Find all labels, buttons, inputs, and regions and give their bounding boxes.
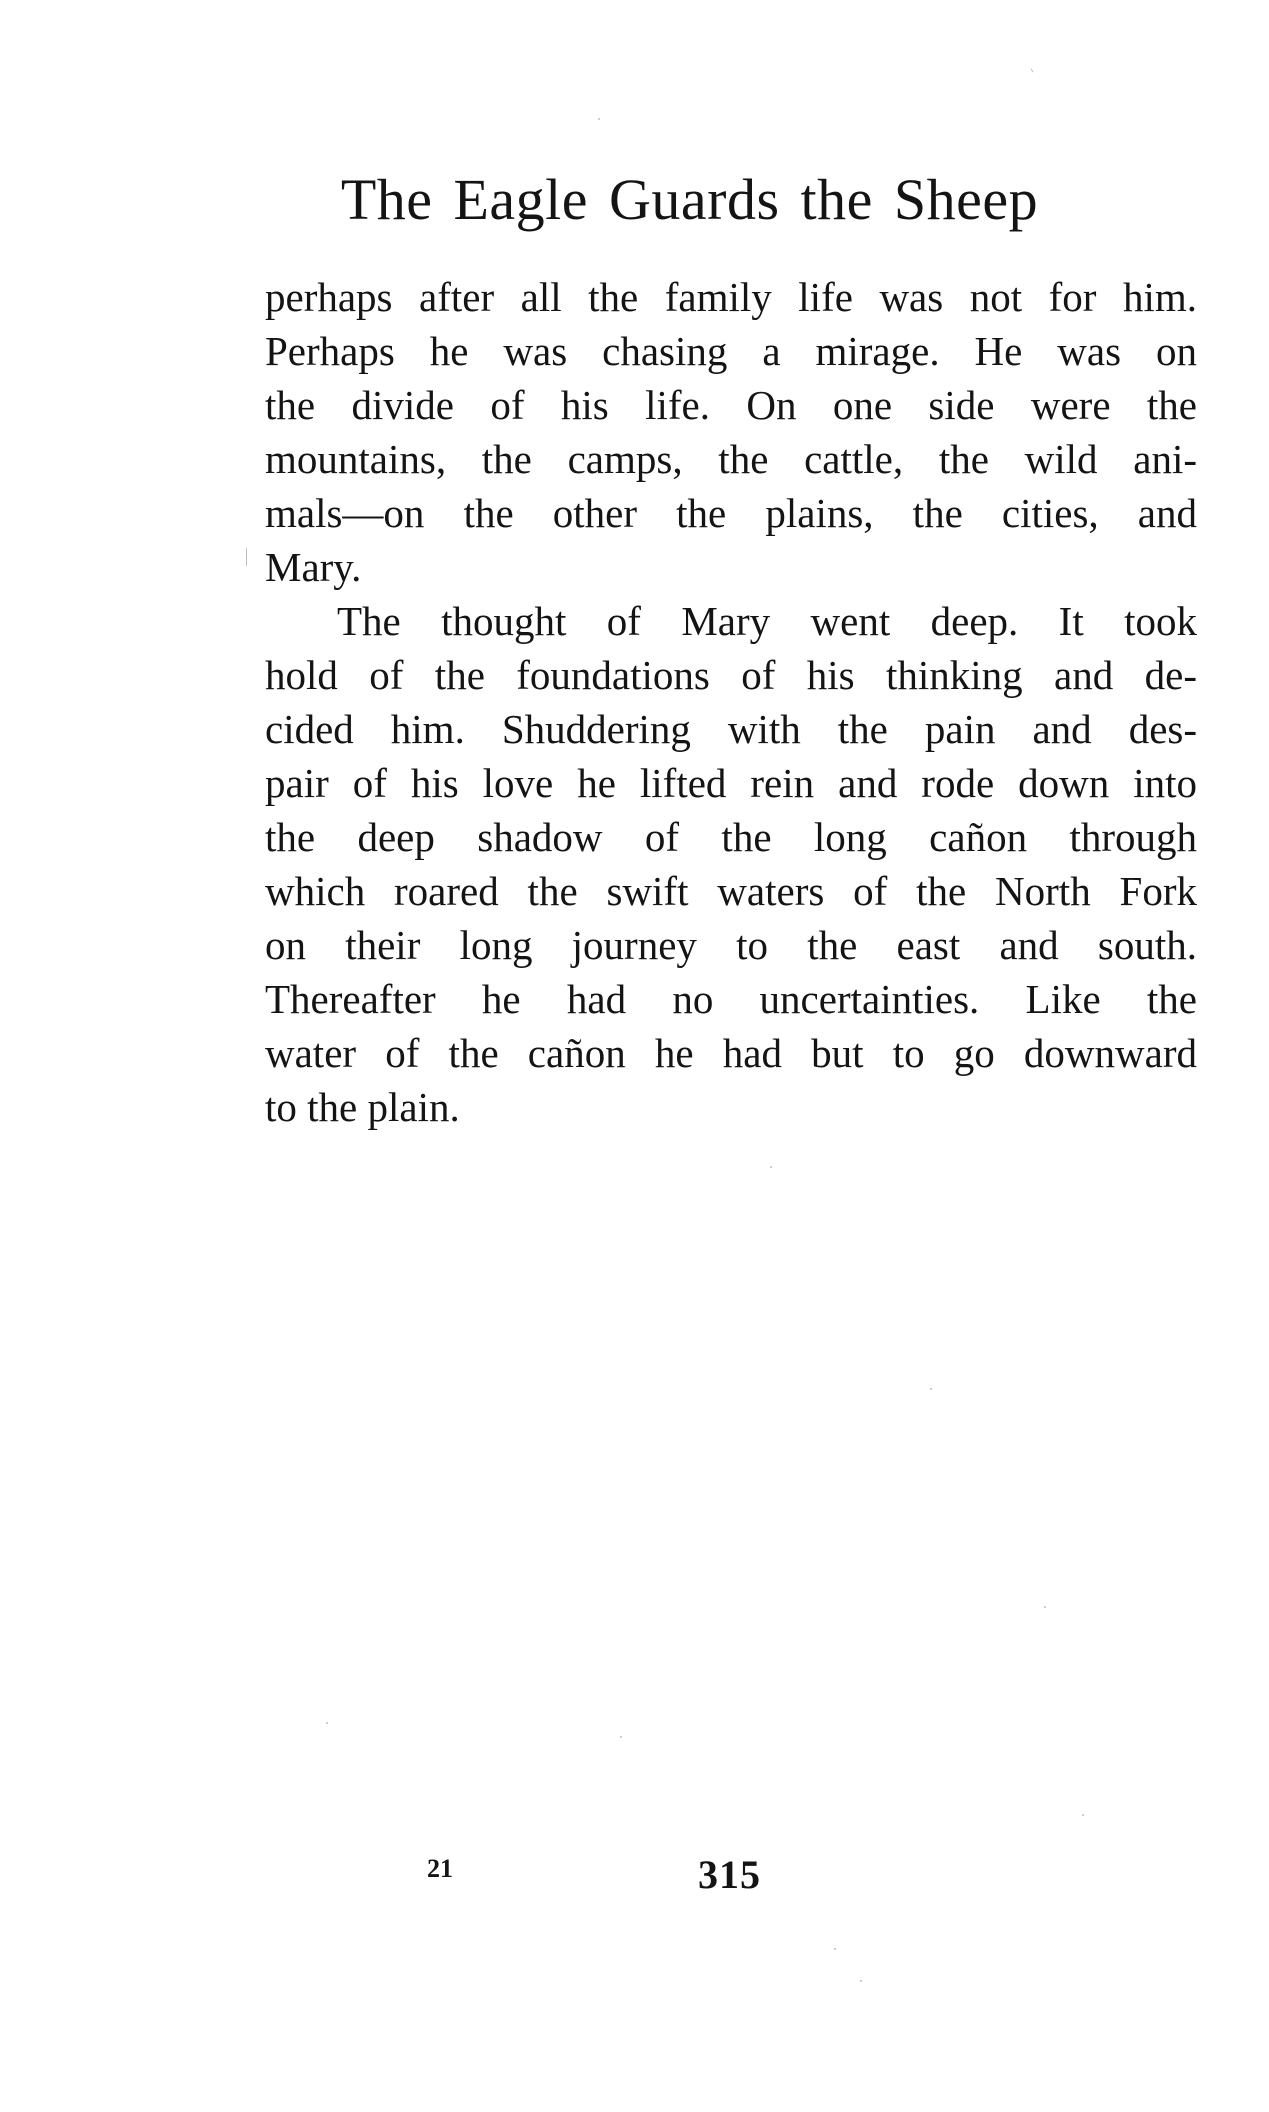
text-line: the divide of his life. On one side were the xyxy=(265,382,1197,428)
text-line: Mary. xyxy=(265,544,362,590)
text-line: cided him. Shuddering with the pain and des- xyxy=(265,706,1197,752)
text-line: pair of his love he lifted rein and rode down into xyxy=(265,760,1197,806)
text-line: hold of the foundations of his thinking and de- xyxy=(265,652,1197,698)
text-line: on their long journey to the east and south. xyxy=(265,922,1197,968)
paper-speck xyxy=(326,1722,328,1724)
text-line: which roared the swift waters of the North Fork xyxy=(265,868,1197,914)
text-line: the deep shadow of the long cañon through xyxy=(265,814,1197,860)
paper-speck xyxy=(1082,1814,1084,1816)
paper-speck xyxy=(860,1980,862,1982)
paper-speck xyxy=(770,1166,772,1168)
text-line: Thereafter he had no uncertainties. Like the xyxy=(265,976,1197,1022)
body-text xyxy=(265,270,1197,1134)
running-head: The Eagle Guards the Sheep xyxy=(340,167,1039,232)
paper-speck xyxy=(1044,1606,1046,1608)
signature-mark: 21 xyxy=(427,1854,453,1883)
text-line: water of the cañon he had but to go downward xyxy=(265,1030,1197,1076)
paper-speck xyxy=(246,548,247,566)
paper-speck xyxy=(834,1948,836,1950)
paper-speck xyxy=(930,1388,932,1390)
paper-speck xyxy=(620,1736,622,1738)
text-line: to the plain. xyxy=(265,1084,460,1130)
paper-speck xyxy=(598,118,600,120)
text-line: Perhaps he was chasing a mirage. He was on xyxy=(265,328,1197,374)
text-line: mountains, the camps, the cattle, the wild ani- xyxy=(265,436,1197,482)
page-number: 315 xyxy=(698,1852,761,1897)
text-line: The thought of Mary went deep. It took xyxy=(337,598,1197,644)
text-line: perhaps after all the family life was not for him. xyxy=(265,274,1197,320)
paper-speck xyxy=(1031,69,1034,73)
text-line: mals—on the other the plains, the cities, and xyxy=(265,490,1197,536)
